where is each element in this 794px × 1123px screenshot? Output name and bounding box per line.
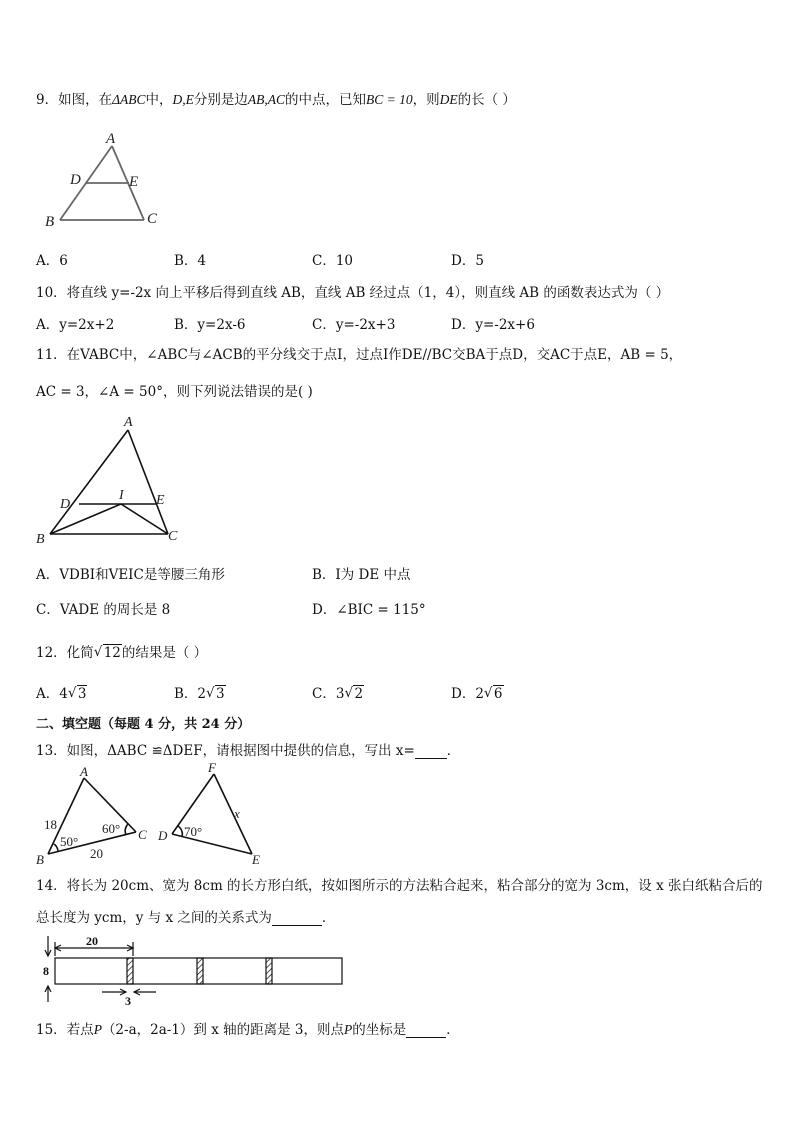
sqrt-symbol: √ 2 — [344, 686, 364, 702]
q14-paper-strip-figure — [36, 932, 348, 1008]
sqrt-symbol: √ 6 — [484, 686, 504, 702]
q10-option-c[interactable]: C．y=-2x+3 — [312, 317, 396, 333]
label-b: B — [36, 852, 44, 866]
label-f: F — [208, 760, 216, 775]
sqrt-symbol: √ 12 — [94, 645, 122, 661]
q9-option-a[interactable]: A．6 — [36, 253, 68, 269]
q15-stem: 15．若点P（2-a，2a-1）到 x 轴的距离是 3，则点P的坐标是 ． — [36, 1022, 460, 1038]
label-d: D — [70, 172, 81, 188]
label-a: A — [106, 131, 116, 147]
q11-option-b[interactable]: B．I为 DE 中点 — [312, 567, 411, 583]
label-e: E — [252, 852, 260, 866]
angle-b-label: 50° — [60, 834, 79, 849]
q13-stem: 13．如图，ΔABC ≌ΔDEF，请根据图中提供的信息，写出 x= ． — [36, 743, 461, 759]
q9-triangle: ΔABC — [112, 92, 146, 107]
answer-blank[interactable] — [272, 925, 322, 926]
label-e: E — [129, 174, 139, 190]
side-bc-label: 20 — [90, 846, 103, 861]
sqrt-symbol: √ 3 — [206, 686, 226, 702]
q10-option-a[interactable]: A．y=2x+2 — [36, 317, 115, 333]
label-a: A — [80, 764, 88, 779]
label-e: E — [156, 493, 165, 508]
label-c: C — [138, 827, 147, 842]
q10-option-b[interactable]: B．y=2x-6 — [174, 317, 246, 333]
q12-option-c[interactable]: C．3√ 2 — [312, 682, 364, 702]
section-title: 二、填空题（每题 4 分，共 24 分） — [36, 717, 251, 732]
q10-option-d[interactable]: D．y=-2x+6 — [451, 317, 535, 333]
sqrt-symbol: √ 3 — [68, 686, 88, 702]
q10-stem: 10．将直线 y=-2x 向上平移后得到直线 AB，直线 AB 经过点（1，4），则直线 AB 的函数表达式为（ ） — [36, 285, 670, 301]
answer-blank[interactable] — [406, 1037, 446, 1038]
q12-option-d[interactable]: D．2√ 6 — [451, 682, 504, 702]
q11-triangle-figure — [34, 412, 194, 548]
width-label: 8 — [43, 964, 49, 978]
overlap-label: 3 — [125, 994, 131, 1008]
label-c: C — [147, 211, 158, 227]
q14-stem-line1: 14．将长为 20cm、宽为 8cm 的长方形白纸，按如图所示的方法粘合起来，粘合部分的宽为 3cm，设 x 张白纸粘合后的 — [36, 878, 763, 894]
label-a: A — [124, 415, 133, 430]
q12-option-b[interactable]: B．2√ 3 — [174, 682, 226, 702]
q9-option-d[interactable]: D．5 — [451, 253, 484, 269]
q14-stem-line2: 总长度为 ycm，y 与 x 之间的关系式为 ． — [36, 910, 336, 926]
q9-option-b[interactable]: B．4 — [174, 253, 207, 269]
q13-triangles-figure — [34, 760, 274, 866]
q11-stem-line2: AC = 3，∠A = 50°，则下列说法错误的是( ) — [36, 384, 313, 400]
q11-option-c[interactable]: C．VADE 的周长是 8 — [36, 602, 171, 618]
q12-stem: 12．化简√ 12的结果是（ ） — [36, 641, 207, 661]
label-d: D — [60, 497, 71, 512]
q11-stem-line1: 11．在VABC中，∠ABC与∠ACB的平分线交于点I，过点I作DE//BC交BA于点D，交AC于点E，AB = 5， — [36, 347, 683, 363]
angle-d-label: 70° — [184, 824, 203, 839]
label-i: I — [119, 488, 124, 503]
length-label: 20 — [86, 934, 98, 948]
label-c: C — [168, 529, 178, 544]
label-b: B — [36, 532, 45, 547]
label-d: D — [158, 828, 168, 843]
q9-option-c[interactable]: C．10 — [312, 253, 354, 269]
answer-blank[interactable] — [415, 758, 447, 759]
angle-c-label: 60° — [102, 821, 121, 836]
q9-triangle-figure — [40, 128, 170, 230]
q11-option-a[interactable]: A．VDBI和VEIC是等腰三角形 — [36, 567, 225, 583]
side-x-label: x — [234, 806, 240, 821]
q9-stem: 9．如图，在ΔABC中，D,E分别是边AB,AC的中点，已知BC = 10，则DE的长（ ） — [36, 92, 516, 108]
side-ab-label: 18 — [44, 817, 57, 832]
label-b: B — [45, 214, 55, 230]
q11-option-d[interactable]: D．∠BIC = 115° — [312, 602, 426, 618]
q12-option-a[interactable]: A．4√ 3 — [36, 682, 87, 702]
